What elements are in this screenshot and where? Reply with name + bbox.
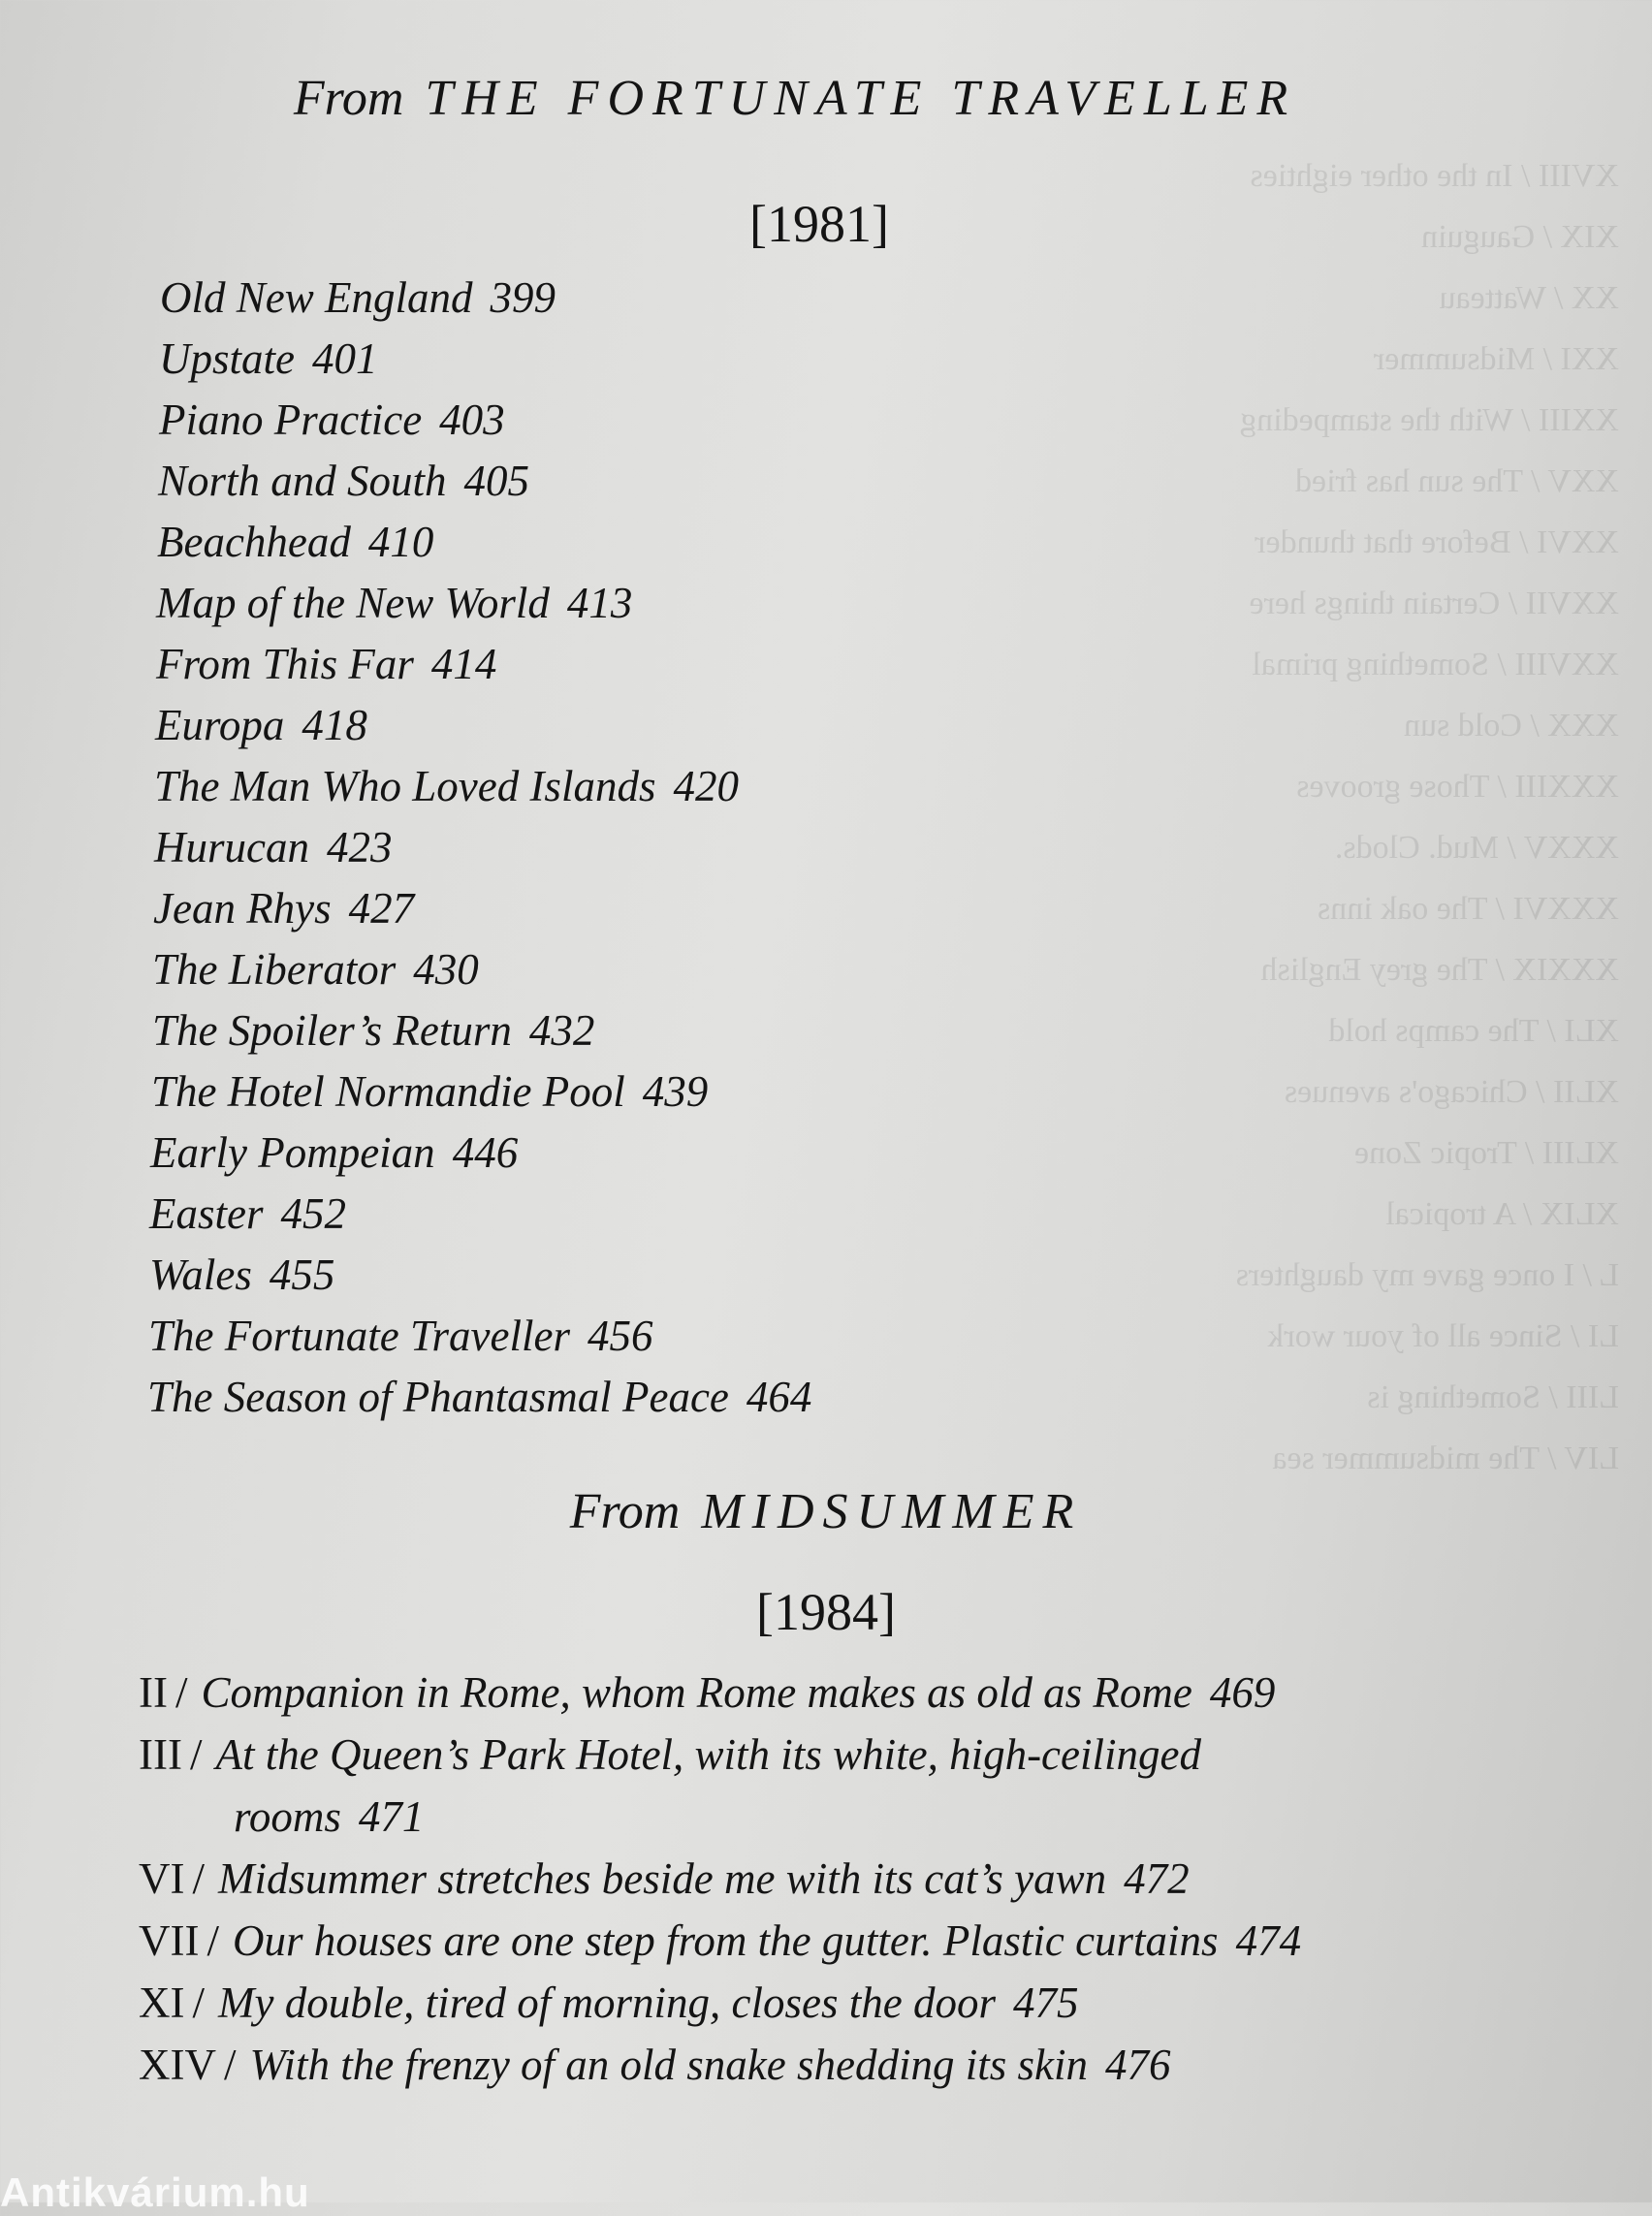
section-numeral: II xyxy=(139,1668,168,1717)
contents-entry xyxy=(139,2034,1301,2096)
entry-title: rooms xyxy=(234,1792,341,1841)
section-numeral: III xyxy=(139,1730,182,1779)
section-heading-midsummer xyxy=(0,1483,1652,1540)
entry-title: The Liberator xyxy=(152,945,397,994)
contents-entry xyxy=(156,634,811,695)
contents-entry xyxy=(149,1184,811,1245)
contents-entry xyxy=(149,1245,811,1306)
watermark: Antikvárium.hu xyxy=(0,2169,310,2215)
section-numeral: VI xyxy=(139,1854,185,1903)
entry-page-number: 452 xyxy=(280,1189,346,1238)
entry-title: Europa xyxy=(155,701,285,749)
entry-title: Beachhead xyxy=(157,518,351,566)
contents-entry xyxy=(159,329,811,390)
entry-page-number: 401 xyxy=(312,334,378,383)
entry-page-number: 420 xyxy=(673,762,739,810)
entry-title: Easter xyxy=(149,1189,264,1238)
entry-page-number: 446 xyxy=(452,1128,519,1177)
section-heading-fortunate-traveller xyxy=(145,70,1445,127)
contents-entry xyxy=(160,268,811,329)
section-numeral: VII xyxy=(139,1916,200,1965)
entry-page-number: 410 xyxy=(367,518,434,566)
entry-page-number: 413 xyxy=(566,579,633,627)
contents-entry xyxy=(139,1848,1301,1910)
from-label: From xyxy=(569,1484,681,1539)
entry-title: Early Pompeian xyxy=(150,1128,435,1177)
contents-entry xyxy=(152,1000,811,1061)
entry-title: The Spoiler’s Return xyxy=(152,1006,512,1055)
contents-entry xyxy=(151,1061,811,1123)
contents-entry xyxy=(154,817,811,878)
separator: / xyxy=(175,1668,188,1717)
entry-title: The Man Who Loved Islands xyxy=(154,762,656,810)
entry-page-number: 456 xyxy=(587,1312,653,1360)
entry-title: Midsummer stretches beside me with its cat’s yawn xyxy=(218,1854,1107,1903)
entry-page-number: 439 xyxy=(642,1067,709,1116)
entry-page-number: 403 xyxy=(439,396,505,444)
contents-entry xyxy=(157,512,811,573)
from-label: From xyxy=(293,71,404,126)
entry-page-number: 472 xyxy=(1124,1854,1190,1903)
contents-entry xyxy=(152,939,811,1000)
contents-entry xyxy=(139,1724,1301,1786)
contents-entry xyxy=(158,451,811,512)
section-numeral: XIV xyxy=(139,2041,216,2089)
entry-title: At the Queen’s Park Hotel, with its white, high-ceilinged xyxy=(215,1730,1201,1779)
contents-entry xyxy=(156,573,811,634)
entry-page-number: 405 xyxy=(463,457,530,505)
entry-title: The Season of Phantasmal Peace xyxy=(147,1373,729,1421)
entry-title: North and South xyxy=(158,457,447,505)
contents-entry xyxy=(154,756,811,817)
contents-entry xyxy=(139,1662,1301,1724)
contents-entry xyxy=(139,1786,1301,1848)
entry-page-number: 475 xyxy=(1012,1979,1079,2027)
entry-title: Piano Practice xyxy=(159,396,423,444)
contents-entry xyxy=(139,1972,1301,2034)
separator: / xyxy=(192,1854,205,1903)
entry-page-number: 476 xyxy=(1105,2041,1171,2089)
entry-title: With the frenzy of an old snake shedding its skin xyxy=(249,2041,1088,2089)
contents-entry xyxy=(155,695,811,756)
entry-page-number: 432 xyxy=(528,1006,595,1055)
contents-entry xyxy=(153,878,811,939)
contents-entry xyxy=(148,1306,811,1367)
entry-page-number: 423 xyxy=(326,823,393,871)
entry-page-number: 414 xyxy=(430,640,497,688)
entry-title: From This Far xyxy=(156,640,414,688)
bleed-through-text: XVIII / In the other eighties XIX / Gauguin XX / Watteau XXI / Midsummer XXIII / With the stampeding XXV / The sun has fried XXVI / Before that thunder XXVII / Certain things here XXVIII / Something primal XXX / Cold sun XXXIII / Those grooves XXXV / Mud. Clods. XXXVI / The oak inns XXXIX / The grey English XLI / The camps hold XLII / Chicago's avenues XLIII / Tropic Zone XLIX / A tropical L / I once gave my daughters LI / Since all of your work LIII / Something is LIV / The midsummer sea xyxy=(1235,158,1619,1476)
contents-entry xyxy=(139,1910,1301,1972)
contents-entry xyxy=(150,1123,811,1184)
entry-title: Companion in Rome, whom Rome makes as old as Rome xyxy=(201,1668,1192,1717)
entry-page-number: 399 xyxy=(490,273,556,322)
entry-page-number: 474 xyxy=(1235,1916,1302,1965)
separator: / xyxy=(206,1916,219,1965)
contents-entry xyxy=(147,1367,811,1428)
contents-entry xyxy=(159,390,811,451)
section-year: [1984] xyxy=(756,1583,896,1641)
entry-page-number: 418 xyxy=(302,701,367,749)
entry-title: The Hotel Normandie Pool xyxy=(151,1067,625,1116)
entry-title: The Fortunate Traveller xyxy=(148,1312,570,1360)
entry-page-number: 469 xyxy=(1209,1668,1276,1717)
entry-title: Map of the New World xyxy=(156,579,550,627)
section-numeral: XI xyxy=(139,1979,185,2027)
separator: / xyxy=(189,1730,203,1779)
book-title: THE FORTUNATE TRAVELLER xyxy=(425,71,1297,126)
separator: / xyxy=(192,1979,205,2027)
entry-title: Hurucan xyxy=(154,823,309,871)
entry-title: Old New England xyxy=(160,273,473,322)
entry-page-number: 455 xyxy=(269,1250,335,1299)
entry-title: Our houses are one step from the gutter. Plastic curtains xyxy=(232,1916,1219,1965)
contents-list-midsummer xyxy=(139,1662,1301,2096)
section-year: [1981] xyxy=(749,195,889,253)
separator: / xyxy=(223,2041,237,2089)
entry-page-number: 471 xyxy=(358,1792,425,1841)
entry-title: Jean Rhys xyxy=(153,884,332,933)
entry-page-number: 430 xyxy=(413,945,479,994)
contents-list-fortunate-traveller xyxy=(147,268,812,1428)
book-title: MIDSUMMER xyxy=(701,1484,1083,1539)
entry-page-number: 427 xyxy=(348,884,415,933)
entry-title: My double, tired of morning, closes the door xyxy=(218,1979,996,2027)
entry-page-number: 464 xyxy=(746,1373,812,1421)
entry-title: Upstate xyxy=(159,334,295,383)
entry-title: Wales xyxy=(149,1250,252,1299)
